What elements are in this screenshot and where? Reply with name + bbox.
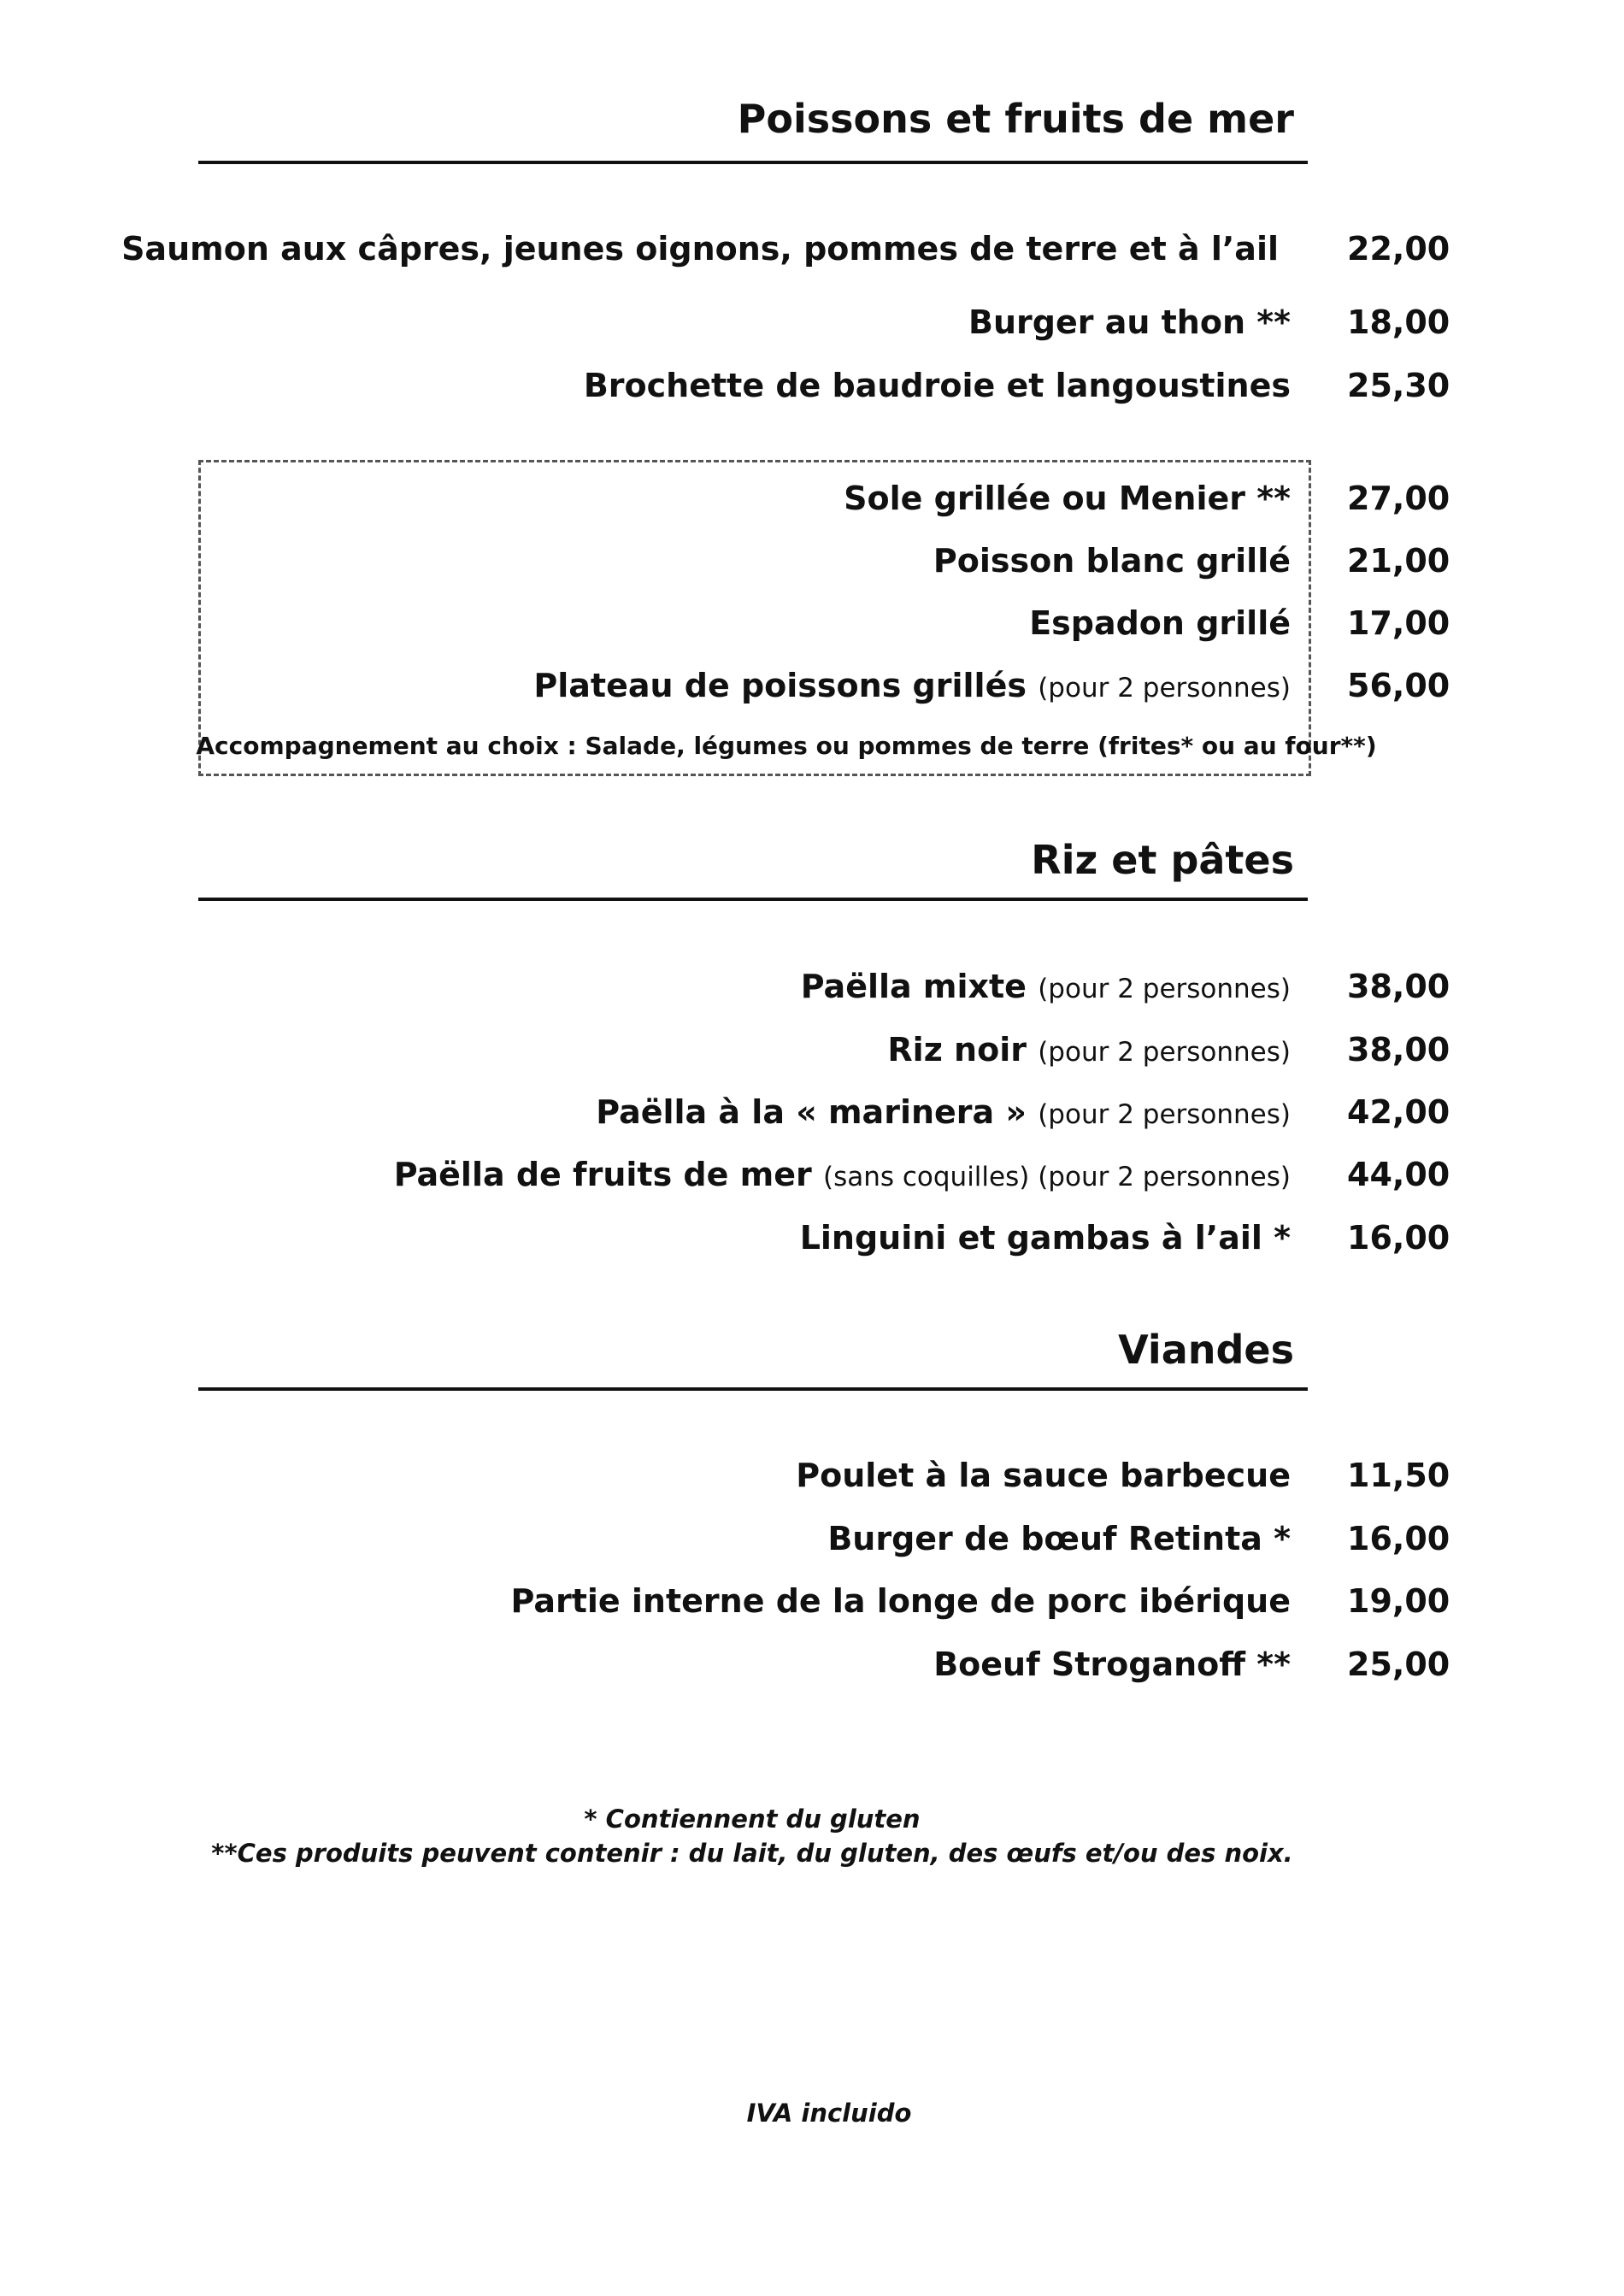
section-divider [198,1387,1308,1391]
menu-item-name: Boeuf Stroganoff ** [933,1645,1291,1683]
gluten-footnote: * Contiennent du gluten [584,1804,921,1834]
menu-item-price: 16,00 [1347,1219,1450,1257]
menu-item [0,1577,1624,1625]
menu-item-price: 25,00 [1347,1645,1450,1683]
menu-item [0,474,1624,522]
menu-item [0,298,1624,346]
menu-item-name: Paëlla mixte (pour 2 personnes) [800,968,1291,1005]
menu-item-note: (pour 2 personnes) [1038,673,1291,704]
menu-item [0,1214,1624,1262]
section-divider [198,161,1308,164]
menu-item-price: 27,00 [1347,480,1450,517]
menu-item-note: (pour 2 personnes) [1038,1037,1291,1068]
menu-item-price: 18,00 [1347,303,1450,341]
menu-item [0,1515,1624,1563]
menu-item-name: Saumon aux câpres, jeunes oignons, pommes de terre et à l’ail [121,230,1279,268]
menu-item-price: 44,00 [1347,1156,1450,1193]
menu-item-name: Brochette de baudroie et langoustines [583,367,1291,404]
menu-item-note: (sans coquilles) (pour 2 personnes) [822,1162,1291,1192]
menu-item-price: 56,00 [1347,667,1450,704]
menu-item-name: Paëlla à la « marinera » (pour 2 personnes) [596,1093,1291,1131]
menu-item-name: Poisson blanc grillé [933,542,1291,580]
menu-item-price: 38,00 [1347,968,1450,1005]
menu-item-name: Paëlla de fruits de mer (sans coquilles) (pour 2 personnes) [393,1156,1291,1193]
menu-item-note: (pour 2 personnes) [1038,974,1291,1004]
menu-item [0,225,1624,273]
menu-item [0,1088,1624,1136]
menu-item [0,362,1624,409]
side-dish-note: Accompagnement au choix : Salade, légumes ou pommes de terre (frites* ou au four**) [196,732,1377,760]
menu-item-name: Burger au thon ** [968,303,1291,341]
menu-item-name: Sole grillée ou Menier ** [844,480,1291,517]
menu-item [0,662,1624,709]
menu-item [0,963,1624,1010]
menu-item [0,1151,1624,1198]
menu-item-price: 25,30 [1347,367,1450,404]
allergen-footnote: **Ces produits peuvent contenir : du lait, du gluten, des œufs et/ou des noix. [211,1839,1293,1868]
menu-item-price: 11,50 [1347,1457,1450,1494]
menu-item-name: Burger de bœuf Retinta * [827,1520,1291,1557]
menu-item-name: Partie interne de la longe de porc ibérique [510,1582,1291,1620]
section-title-viandes: Viandes [1118,1327,1294,1373]
menu-item [0,1640,1624,1688]
section-title-poissons: Poissons et fruits de mer [737,96,1294,142]
menu-item-price: 22,00 [1347,230,1450,268]
section-title-riz: Riz et pâtes [1031,837,1294,883]
menu-item-name: Plateau de poissons grillés (pour 2 personnes) [533,667,1291,704]
menu-item-price: 16,00 [1347,1520,1450,1557]
menu-item-price: 17,00 [1347,604,1450,642]
menu-item-name: Linguini et gambas à l’ail * [799,1219,1291,1257]
menu-item [0,537,1624,585]
menu-item-name: Riz noir (pour 2 personnes) [887,1031,1291,1069]
menu-item-price: 19,00 [1347,1582,1450,1620]
menu-item-note: (pour 2 personnes) [1038,1099,1291,1130]
menu-item-name: Espadon grillé [1029,604,1291,642]
menu-item-price: 38,00 [1347,1031,1450,1069]
tax-note: IVA incluido [746,2099,912,2128]
menu-item-name: Poulet à la sauce barbecue [796,1457,1291,1494]
menu-item [0,1451,1624,1499]
menu-item-price: 21,00 [1347,542,1450,580]
menu-item [0,1026,1624,1074]
menu-item-price: 42,00 [1347,1093,1450,1131]
section-divider [198,898,1308,901]
menu-item [0,599,1624,647]
